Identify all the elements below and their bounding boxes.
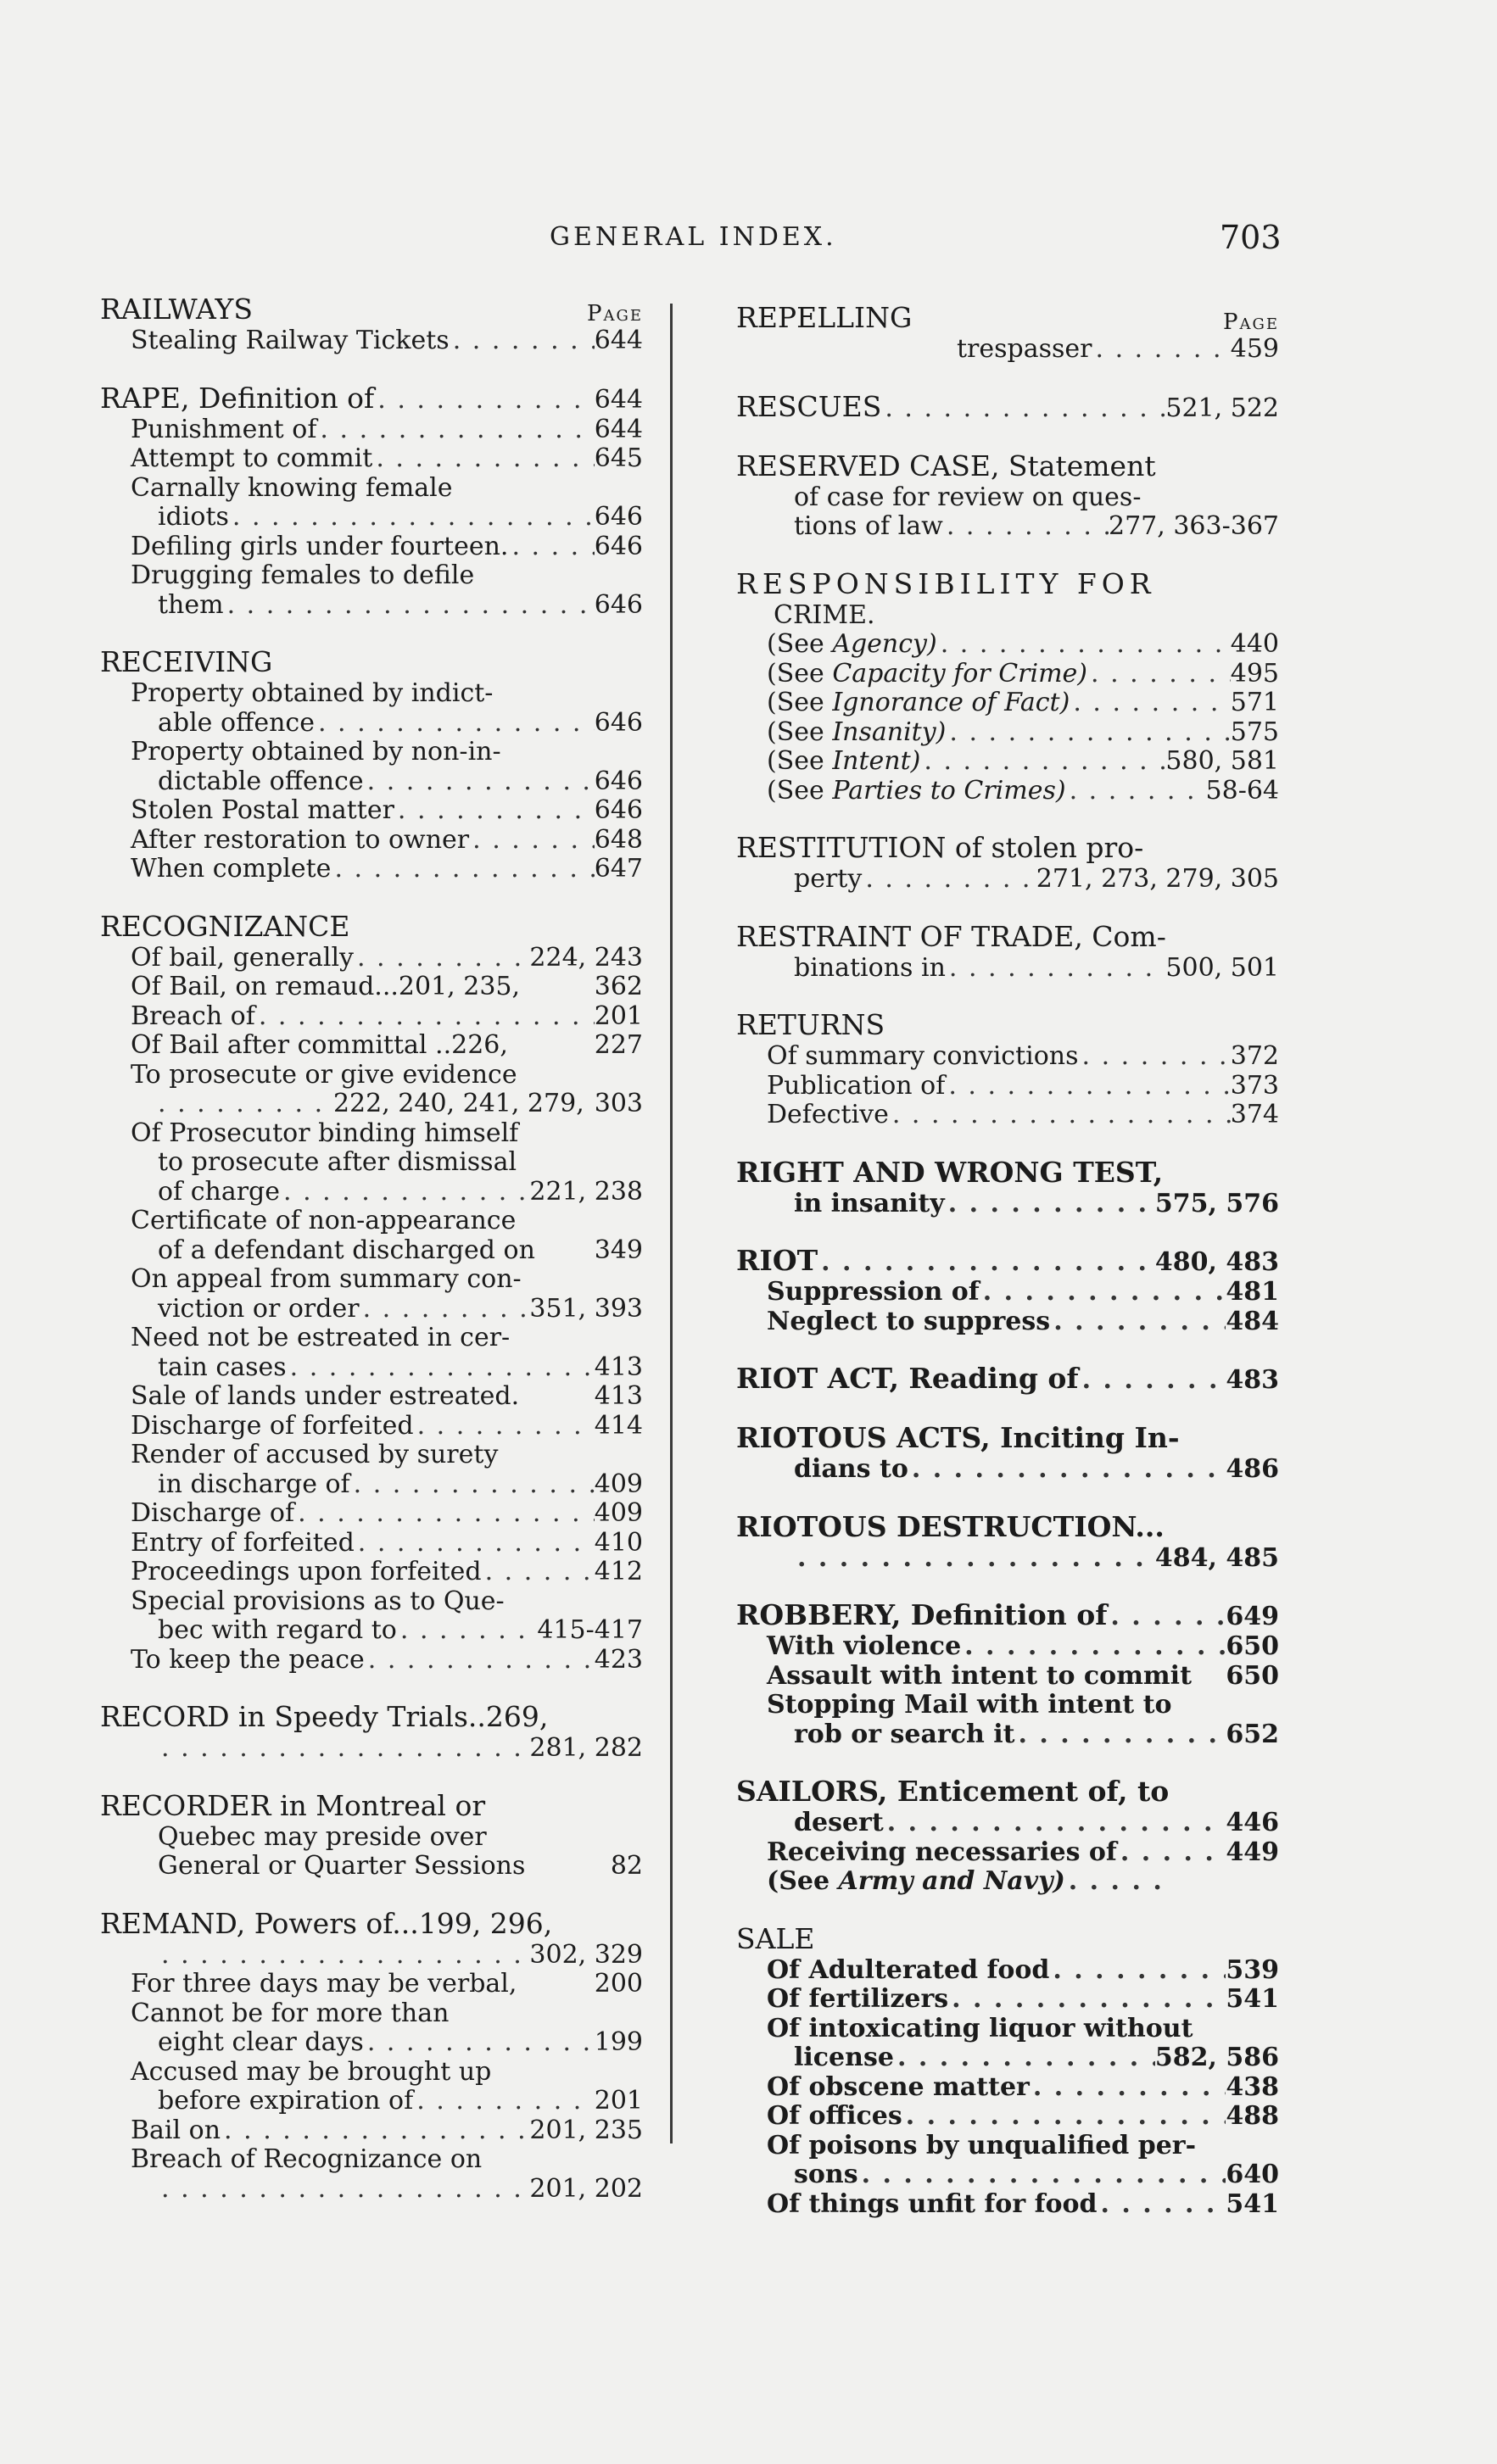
index-entry-sailors: SAILORS, Enticement of, to desert . . . 446 Receiving necessaries of . . . 449 (See Army and Navy) . . . [736,1775,1279,1897]
index-entry-restraint-of-trade: RESTRAINT OF TRADE, Com- binations in . . . 500, 501 [736,920,1279,984]
index-entry-riotous-destruction: RIOTOUS DESTRUCTION... . . . 484, 485 [736,1510,1279,1574]
index-entry-right-and-wrong-test: RIGHT AND WRONG TEST, in insanity . . . 575, 576 [736,1156,1279,1219]
index-entry-receiving: RECEIVING Property obtained by indict- able offence . . . 646 Property obtained by non-in- dictable offence . . . 646 Stolen Postal matter . . . 646 After restoration to owner . . . 648 When complete . . . 647 [100,645,643,884]
index-column-left [100,293,643,2229]
page-column-label: Page [586,301,643,326]
index-entry-restitution: RESTITUTION of stolen pro- perty . . . 271, 273, 279, 305 [736,831,1279,895]
index-entry-riotous-acts: RIOTOUS ACTS, Inciting In- dians to . . . 486 [736,1421,1279,1485]
index-entry-robbery: ROBBERY, Definition of . . . 649 With violence . . . 650 Assault with intent to commit 650 Stopping Mail with intent to rob or search it . . . 652 [736,1598,1279,1749]
entry-heading: RAILWAYS [100,293,253,326]
index-entry-record: RECORD in Speedy Trials..269, . . . 281, 282 [100,1700,643,1764]
entry-heading: RECOGNIZANCE [100,909,350,943]
index-entry-returns: RETURNS Of summary convictions . . . 372 Publication of . . . 373 Defective . . . 374 [736,1008,1279,1130]
index-entry-responsibility: RESPONSIBILITY FOR CRIME. (See Agency) . . . 440 (See Capacity for Crime) . . . 495 (See Ignorance of Fact) . . . 571 (See Insanity) . . . 575 (See Intent) . . . 580, 581 (See Parties to Crimes) . . . 58-64 [736,567,1279,806]
page-column-label: Page [1222,309,1279,335]
index-entry-railways: RAILWAYS Page Stealing Railway Tickets . . . 644 [100,293,643,356]
index-entry-rape: RAPE, Definition of . . . 644 Punishment of . . . 644 Attempt to commit . . . 645 Carnally knowing female idiots . . . 646 Defiling girls under fourteen. . . . 646 Drugging females to defile them . . . 646 [100,382,643,621]
index-entry-riot: RIOT . . . 480, 483 Suppression of . . . 481 Neglect to suppress . . . 484 [736,1244,1279,1336]
entry-heading: RETURNS [736,1008,885,1041]
page-header [0,219,1497,256]
running-title: GENERAL INDEX. [550,222,837,252]
entry-heading: REPELLING [736,301,913,334]
index-entry-recorder: RECORDER in Montreal or Quebec may preside over General or Quarter Sessions 82 [100,1788,643,1881]
index-entry-rescues: RESCUES . . . 521, 522 [736,390,1279,424]
index-entry-reserved-case: RESERVED CASE, Statement of case for review on ques- tions of law . . . 277, 363-367 [736,449,1279,542]
index-entry-riot-act: RIOT ACT, Reading of . . . 483 [736,1362,1279,1396]
index-entry-remand: REMAND, Powers of...199, 296, . . . 302, 329 For three days may be verbal, 200 Cannot be for more than eight clear days . . . 199 Accused may be brought up before expiration of . . . 201 Bail on . . . 201, 235 Breach of Recognizance on . . . 201, 202 [100,1907,643,2205]
index-entry-repelling: REPELLING Page trespasser . . . 459 [736,301,1279,365]
page-number: 703 [1220,219,1282,256]
column-divider [670,304,673,2143]
index-entry-sale: SALE Of Adulterated food . . . 539 Of fertilizers . . . 541 Of intoxicating liquor without license . . . 582, 586 Of obscene matter . . . 438 Of offices . . . 488 Of poisons by unqualified per- sons . . . 640 Of things unfit for food . . . 541 [736,1922,1279,2220]
entry-heading: RECEIVING [100,645,273,678]
index-column-right [736,301,1279,2244]
index-entry-recognizance: RECOGNIZANCE Of bail, generally . . . 224, 243 Of Bail, on remaud...201, 235, 362 Breach of . . . 201 Of Bail after committal ..226, 227 To prosecute or give evidence . . . 222, 240, 241, 279, 303 Of Prosecutor binding himself to prosecute after dismissal of charge . . . 221, 238 Certificate of non-appearance of a defendant discharged on 349 On appeal from summary con- viction or order . . . 351, 393 Need not be estreated in cer- tain cases . . . 413 Sale of lands under estreated. 413 Discharge of forfeited . . . 414 Render of accused by surety in discharge of . . . 409 Discharge of . . . 409 Entry of forfeited . . . 410 Proceedings upon forfeited . . . 412 Special provisions as to Que- bec with regard to . . . 415-417 To keep the peace . . . 423 [100,910,643,1675]
entry-heading: SALE [736,1921,815,1955]
